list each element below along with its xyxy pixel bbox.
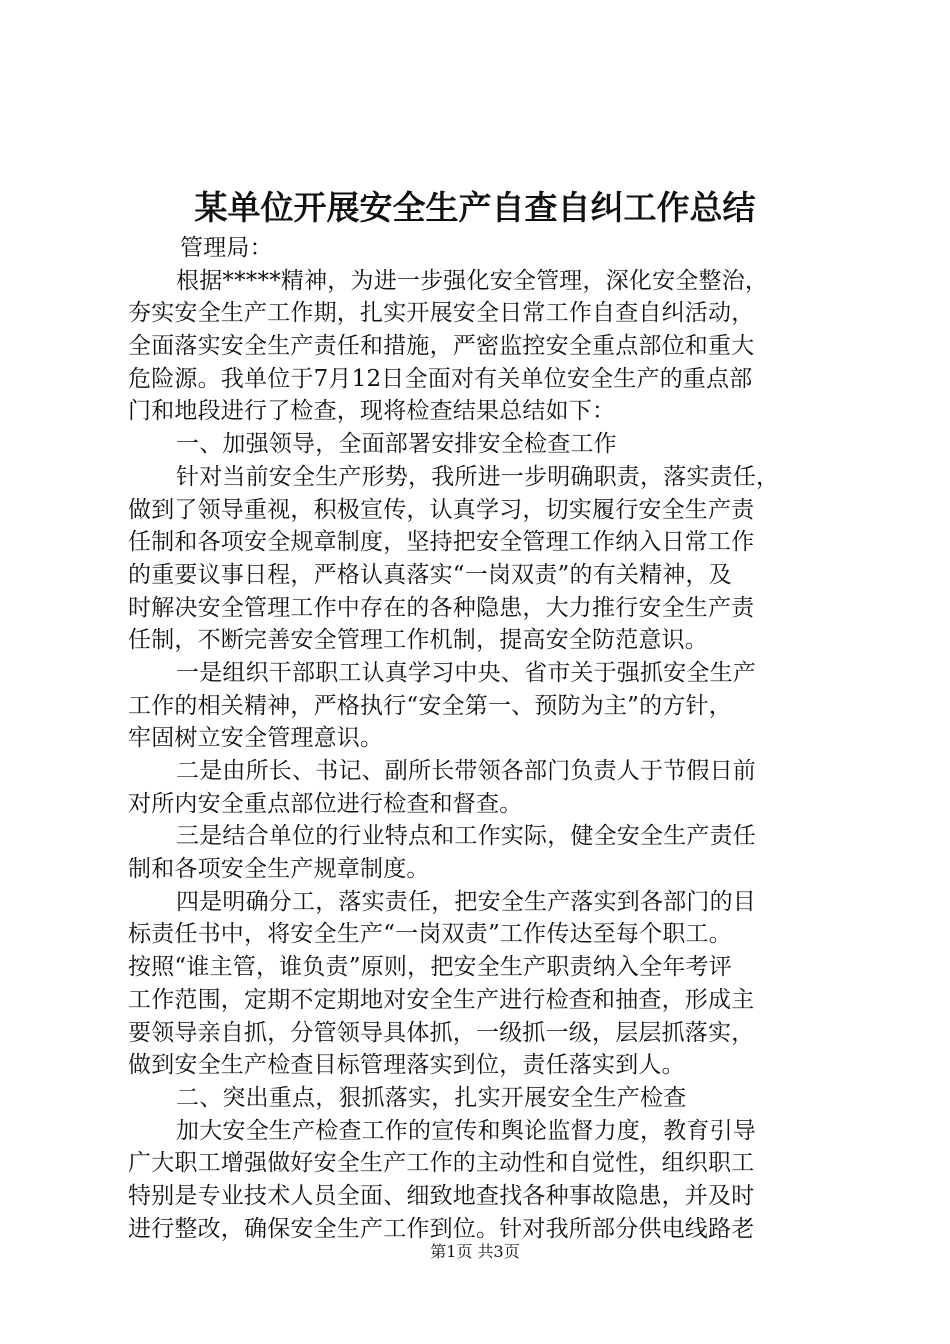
- paragraph-line: 针对当前安全生产形势，我所进一步明确职责，落实责任，: [176, 463, 780, 490]
- greeting-line: 管理局：: [180, 235, 273, 261]
- paragraph-line: 四是明确分工，落实责任，把安全生产落实到各部门的目: [176, 888, 756, 915]
- paragraph-line: 标责任书中，将安全生产“一岗双责”工作传达至每个职工。: [128, 921, 732, 948]
- paragraph-line: 对所内安全重点部位进行检查和督查。: [128, 790, 523, 817]
- paragraph-line: 根据*****精神，为进一步强化安全管理，深化安全整治，: [176, 267, 769, 294]
- paragraph-line: 加大安全生产检查工作的宣传和舆论监督力度，教育引导: [176, 1117, 756, 1144]
- section-heading: 一、加强领导，全面部署安排安全检查工作: [176, 431, 617, 458]
- paragraph-line: 门和地段进行了检查，现将检查结果总结如下：: [128, 398, 616, 425]
- paragraph-line: 做到安全生产检查目标管理落实到位，责任落实到人。: [128, 1052, 685, 1079]
- paragraph-line: 广大职工增强做好安全生产工作的主动性和自觉性，组织职工: [128, 1150, 755, 1177]
- paragraph-line: 按照“谁主管，谁负责”原则，把安全生产职责纳入全年考评: [128, 954, 732, 981]
- paragraph-line: 三是结合单位的行业特点和工作实际，健全安全生产责任: [176, 823, 756, 850]
- paragraph-line: 做到了领导重视，积极宣传，认真学习，切实履行安全生产责: [128, 496, 755, 523]
- document-title: 某单位开展安全生产自查自纠工作总结: [194, 188, 756, 227]
- paragraph-line: 夯实安全生产工作期，扎实开展安全日常工作自查自纠活动，: [128, 300, 755, 327]
- paragraph-line: 制和各项安全生产规章制度。: [128, 856, 430, 883]
- paragraph-line: 牢固树立安全管理意识。: [128, 725, 384, 752]
- paragraph-line: 全面落实安全生产责任和措施，严密监控安全重点部位和重大: [128, 333, 755, 360]
- paragraph-line: 工作的相关精神，严格执行“安全第一、预防为主”的方针，: [128, 692, 732, 719]
- paragraph-line: 特别是专业技术人员全面、细致地查找各种事故隐患，并及时: [128, 1182, 755, 1209]
- paragraph-line: 的重要议事日程，严格认真落实“一岗双责”的有关精神，及: [128, 561, 732, 588]
- paragraph-line: 时解决安全管理工作中存在的各种隐患，大力推行安全生产责: [128, 594, 755, 621]
- paragraph-line: 工作范围，定期不定期地对安全生产进行检查和抽查，形成主: [128, 986, 755, 1013]
- page-number-footer: 第1页 共3页: [430, 1242, 520, 1261]
- paragraph-line: 任制，不断完善安全管理工作机制，提高安全防范意识。: [128, 627, 708, 654]
- paragraph-line: 一是组织干部职工认真学习中央、省市关于强抓安全生产: [176, 659, 756, 686]
- section-heading: 二、突出重点，狠抓落实，扎实开展安全生产检查: [176, 1084, 687, 1111]
- paragraph-line: 任制和各项安全规章制度，坚持把安全管理工作纳入日常工作: [128, 529, 755, 556]
- paragraph-line: 要领导亲自抓，分管领导具体抓，一级抓一级，层层抓落实，: [128, 1019, 755, 1046]
- paragraph-line: 进行整改，确保安全生产工作到位。针对我所部分供电线路老: [128, 1215, 755, 1242]
- paragraph-line: 二是由所长、书记、副所长带领各部门负责人于节假日前: [176, 758, 756, 784]
- document-body: [128, 232, 832, 1245]
- paragraph-line: 危险源。我单位于7月12日全面对有关单位安全生产的重点部: [128, 365, 753, 392]
